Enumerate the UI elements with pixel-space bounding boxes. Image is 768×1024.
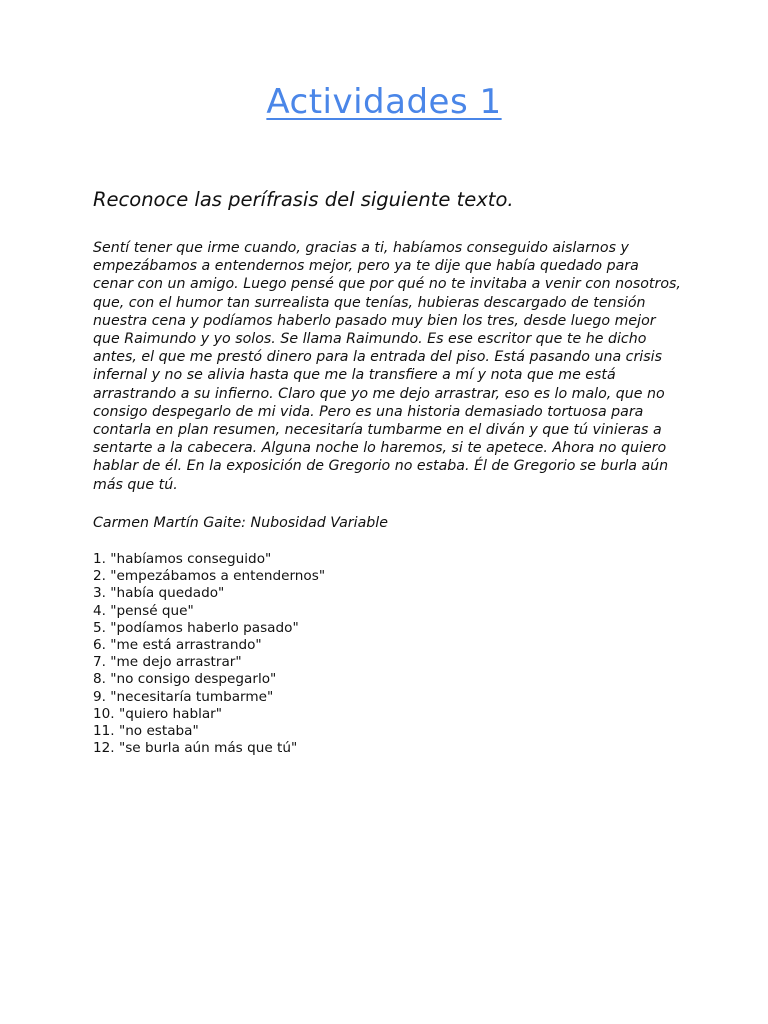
- list-item: 6. "me está arrastrando": [93, 637, 262, 654]
- list-item: 5. "podíamos haberlo pasado": [93, 619, 299, 636]
- page-title: Actividades 1: [266, 82, 502, 122]
- list-item: 12. "se burla aún más que tú": [93, 740, 298, 757]
- list-item: 9. "necesitaría tumbarme": [93, 688, 274, 705]
- answer-list: [93, 551, 325, 757]
- list-item: 4. "pensé que": [93, 602, 194, 619]
- list-item: 11. "no estaba": [93, 723, 199, 740]
- list-item: 1. "habíamos conseguido": [93, 551, 272, 567]
- text-passage: Sentí tener que irme cuando, gracias a ti, habíamos conseguido aislarnos y empezábamos a entendernos mejor, pero ya te dije que había quedado para cenar con un amigo. Luego pensé que por qué no te invitaba a venir con nosotros, que, con el humor tan surrealista que tenías, hubieras descargado de tensión nuestra cena y podíamos haberlo pasado muy bien los tres, desde luego mejor que Raimundo y yo solos. Se llama Raimundo. Es ese escritor que te he dicho antes, el que me prestó dinero para la entrada del piso. Está pasando una crisis infernal y no se alivia hasta que me la transfiere a mí y nota que me está arrastrando a su infierno. Claro que yo me dejo arrastrar, eso es lo malo, que no consigo despegarlo de mi vida. Pero es una historia demasiado tortuosa para contarla en plan resumen, necesitaría tumbarme en el diván y que tú vinieras a sentarte a la cabecera. Alguna noche lo haremos, si te apetece. Ahora no quiero hablar de él. En la exposición de Gregorio no estaba. Él de Gregorio se burla aún más que tú.: [93, 240, 681, 493]
- list-item: 7. "me dejo arrastrar": [93, 654, 242, 671]
- activity-instruction: Reconoce las perífrasis del siguiente texto.: [93, 188, 514, 211]
- list-item: 8. "no consigo despegarlo": [93, 671, 277, 688]
- list-item: 2. "empezábamos a entendernos": [93, 568, 326, 585]
- source-citation: Carmen Martín Gaite: Nubosidad Variable: [93, 515, 388, 531]
- list-item: 3. "había quedado": [93, 585, 225, 602]
- list-item: 10. "quiero hablar": [93, 705, 223, 722]
